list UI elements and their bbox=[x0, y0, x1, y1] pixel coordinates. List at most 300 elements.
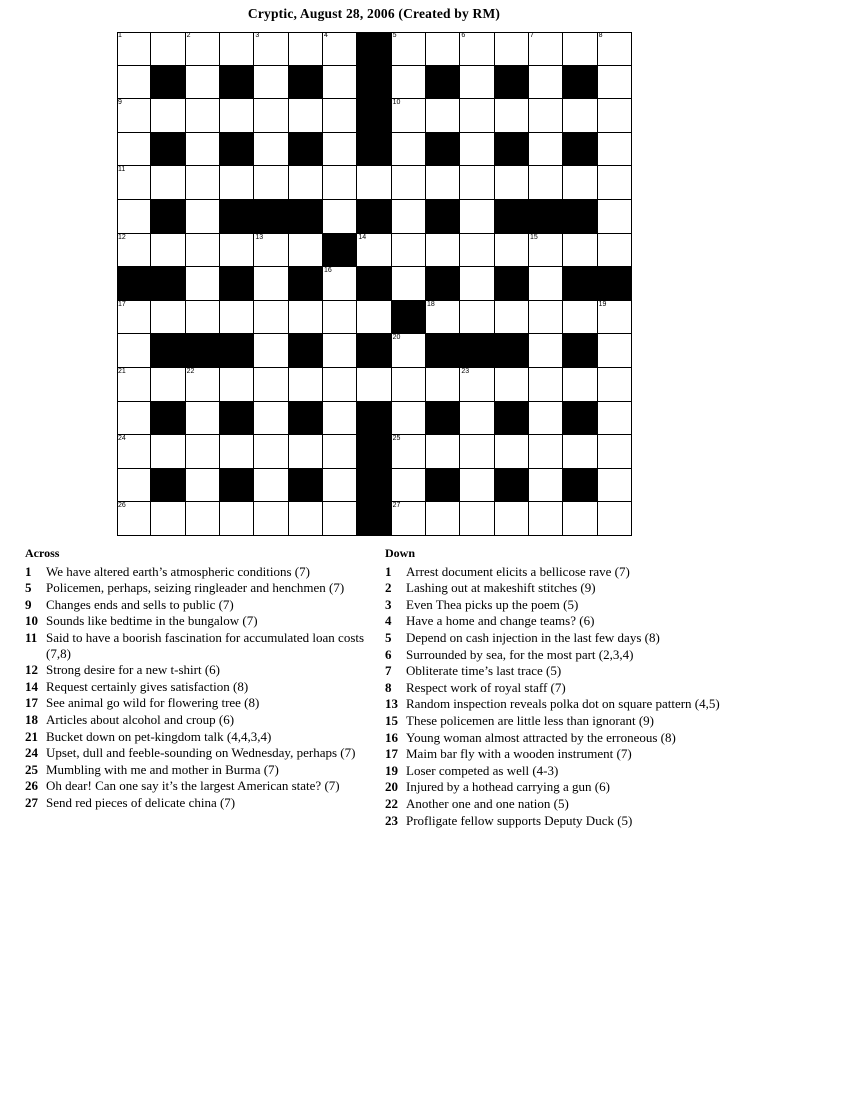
grid-cell[interactable] bbox=[392, 267, 426, 301]
down-heading: Down bbox=[385, 546, 416, 560]
grid-cell[interactable] bbox=[598, 32, 632, 66]
grid-cell[interactable] bbox=[323, 267, 357, 301]
grid-cell[interactable] bbox=[598, 334, 632, 368]
across-clue bbox=[25, 613, 370, 629]
across-heading: Across bbox=[25, 546, 60, 560]
clue-number: 6 bbox=[385, 646, 392, 662]
down-clue bbox=[385, 796, 735, 812]
across-clue bbox=[25, 679, 370, 695]
grid-cell[interactable] bbox=[220, 99, 254, 133]
grid-cell[interactable] bbox=[392, 435, 426, 469]
clue-text: We have altered earth’s atmospheric conditions (7) bbox=[46, 563, 310, 579]
clue-text: Surrounded by sea, for the most part (2,3,4) bbox=[406, 646, 634, 662]
grid-cell[interactable] bbox=[392, 99, 426, 133]
down-clue bbox=[385, 746, 735, 762]
across-clue bbox=[25, 712, 370, 728]
grid-cell[interactable] bbox=[186, 435, 220, 469]
grid-cell[interactable] bbox=[495, 99, 529, 133]
grid-cell[interactable] bbox=[289, 234, 323, 268]
grid-cell[interactable] bbox=[151, 234, 185, 268]
clue-text: Strong desire for a new t-shirt (6) bbox=[46, 662, 221, 678]
grid-cell[interactable] bbox=[117, 368, 151, 402]
grid-cell[interactable] bbox=[426, 435, 460, 469]
grid-block bbox=[220, 334, 254, 368]
grid-cell[interactable] bbox=[426, 368, 460, 402]
down-clue bbox=[385, 663, 735, 679]
grid-cell[interactable] bbox=[254, 133, 288, 167]
cell-number: 4 bbox=[324, 32, 328, 39]
cell-number: 12 bbox=[118, 233, 126, 241]
grid-cell[interactable] bbox=[289, 368, 323, 402]
clue-number: 8 bbox=[385, 679, 392, 695]
grid-cell[interactable] bbox=[117, 200, 151, 234]
grid-block bbox=[220, 133, 254, 167]
grid-cell[interactable] bbox=[220, 368, 254, 402]
grid-cell[interactable] bbox=[289, 502, 323, 536]
grid-cell[interactable] bbox=[117, 435, 151, 469]
clue-text: Oh dear! Can one say it’s the largest American state? (7) bbox=[46, 778, 340, 794]
grid-cell[interactable] bbox=[392, 200, 426, 234]
clue-text: See animal go wild for flowering tree (8) bbox=[46, 695, 260, 711]
grid-cell[interactable] bbox=[186, 402, 220, 436]
grid-block bbox=[151, 200, 185, 234]
clue-number: 17 bbox=[25, 695, 38, 711]
grid-cell[interactable] bbox=[529, 32, 563, 66]
grid-cell[interactable] bbox=[220, 435, 254, 469]
grid-cell[interactable] bbox=[460, 469, 494, 503]
grid-cell[interactable] bbox=[426, 301, 460, 335]
clue-number: 4 bbox=[385, 613, 392, 629]
grid-block bbox=[151, 267, 185, 301]
cell-number: 23 bbox=[461, 368, 470, 375]
grid-cell[interactable] bbox=[598, 402, 632, 436]
grid-cell[interactable] bbox=[220, 234, 254, 268]
cell-number: 5 bbox=[392, 32, 397, 39]
grid-block bbox=[357, 133, 391, 167]
grid-cell[interactable] bbox=[289, 301, 323, 335]
grid-cell[interactable] bbox=[289, 99, 323, 133]
grid-cell[interactable] bbox=[392, 469, 426, 503]
grid-cell[interactable] bbox=[289, 435, 323, 469]
grid-cell[interactable] bbox=[254, 267, 288, 301]
grid-cell[interactable] bbox=[186, 133, 220, 167]
across-clue bbox=[25, 795, 370, 811]
grid-cell[interactable] bbox=[529, 334, 563, 368]
grid-block bbox=[220, 402, 254, 436]
grid-cell[interactable] bbox=[117, 234, 151, 268]
grid-block bbox=[495, 200, 529, 234]
grid-cell[interactable] bbox=[598, 166, 632, 200]
clue-number: 1 bbox=[385, 563, 392, 579]
grid-cell[interactable] bbox=[220, 166, 254, 200]
clue-text: Profligate fellow supports Deputy Duck (5) bbox=[406, 812, 633, 828]
grid-cell[interactable] bbox=[151, 301, 185, 335]
grid-cell[interactable] bbox=[460, 66, 494, 100]
grid-cell[interactable] bbox=[460, 32, 494, 66]
grid-cell[interactable] bbox=[495, 435, 529, 469]
grid-cell[interactable] bbox=[323, 32, 357, 66]
clue-text: These policemen are little less than ignorant (9) bbox=[406, 712, 654, 728]
grid-block bbox=[426, 66, 460, 100]
grid-cell[interactable] bbox=[495, 166, 529, 200]
grid-cell[interactable] bbox=[563, 368, 597, 402]
clue-text: Young woman almost attracted by the erroneous (8) bbox=[406, 729, 676, 745]
grid-block bbox=[357, 502, 391, 536]
grid-block bbox=[357, 402, 391, 436]
grid-cell[interactable] bbox=[323, 301, 357, 335]
grid-cell[interactable] bbox=[323, 402, 357, 436]
grid-block bbox=[323, 234, 357, 268]
grid-cell[interactable] bbox=[529, 66, 563, 100]
grid-cell[interactable] bbox=[529, 133, 563, 167]
cell-number: 26 bbox=[118, 502, 126, 510]
grid-cell[interactable] bbox=[186, 469, 220, 503]
grid-cell[interactable] bbox=[323, 435, 357, 469]
grid-cell[interactable] bbox=[254, 368, 288, 402]
grid-block bbox=[289, 469, 323, 503]
grid-cell[interactable] bbox=[392, 133, 426, 167]
clue-text: Obliterate time’s last trace (5) bbox=[406, 663, 562, 679]
grid-block bbox=[426, 402, 460, 436]
across-clues bbox=[25, 546, 370, 812]
page-title: Cryptic, August 28, 2006 (Created by RM) bbox=[247, 6, 501, 21]
grid-cell[interactable] bbox=[117, 32, 151, 66]
clue-text: Bucket down on pet-kingdom talk (4,4,3,4) bbox=[46, 728, 272, 744]
grid-cell[interactable] bbox=[254, 99, 288, 133]
grid-cell[interactable] bbox=[254, 166, 288, 200]
clue-number: 24 bbox=[25, 745, 38, 761]
across-clue bbox=[25, 778, 370, 794]
clue-text: Sounds like bedtime in the bungalow (7) bbox=[46, 613, 258, 629]
grid-block bbox=[357, 469, 391, 503]
grid-cell[interactable] bbox=[151, 99, 185, 133]
grid-cell[interactable] bbox=[117, 166, 151, 200]
grid-cell[interactable] bbox=[529, 502, 563, 536]
clue-text: Random inspection reveals polka dot on square pattern (4,5) bbox=[406, 696, 720, 712]
grid-block bbox=[151, 469, 185, 503]
grid-cell[interactable] bbox=[323, 368, 357, 402]
grid-block bbox=[220, 469, 254, 503]
grid-cell[interactable] bbox=[220, 301, 254, 335]
cell-number: 10 bbox=[392, 99, 401, 107]
grid-block bbox=[495, 402, 529, 436]
grid-cell[interactable] bbox=[323, 166, 357, 200]
grid-cell[interactable] bbox=[392, 32, 426, 66]
grid-cell[interactable] bbox=[117, 133, 151, 167]
grid-cell[interactable] bbox=[529, 234, 563, 268]
grid-cell[interactable] bbox=[392, 334, 426, 368]
grid-cell[interactable] bbox=[357, 368, 391, 402]
down-clue bbox=[385, 613, 735, 629]
grid-cell[interactable] bbox=[186, 234, 220, 268]
grid-cell[interactable] bbox=[151, 368, 185, 402]
grid-block bbox=[186, 334, 220, 368]
grid-block bbox=[220, 200, 254, 234]
grid-cell[interactable] bbox=[598, 99, 632, 133]
down-clue bbox=[385, 630, 735, 646]
clue-number: 5 bbox=[25, 580, 32, 596]
grid-cell[interactable] bbox=[598, 66, 632, 100]
grid-cell[interactable] bbox=[460, 234, 494, 268]
grid-block bbox=[495, 133, 529, 167]
grid-block bbox=[357, 267, 391, 301]
grid-cell[interactable] bbox=[529, 402, 563, 436]
grid-cell[interactable] bbox=[117, 469, 151, 503]
grid-block bbox=[357, 99, 391, 133]
grid-cell[interactable] bbox=[357, 234, 391, 268]
grid-block bbox=[495, 334, 529, 368]
grid-block bbox=[563, 133, 597, 167]
grid-cell[interactable] bbox=[598, 502, 632, 536]
grid-cell[interactable] bbox=[460, 502, 494, 536]
grid-cell[interactable] bbox=[151, 166, 185, 200]
clue-text: Send red pieces of delicate china (7) bbox=[46, 794, 236, 810]
grid-cell[interactable] bbox=[563, 166, 597, 200]
grid-cell[interactable] bbox=[151, 435, 185, 469]
grid-cell[interactable] bbox=[323, 200, 357, 234]
clue-text: Said to have a boorish fascination for accumulated loan costs (7,8) bbox=[46, 629, 365, 661]
clue-number: 26 bbox=[25, 778, 38, 794]
grid-cell[interactable] bbox=[323, 133, 357, 167]
cell-number: 22 bbox=[186, 368, 195, 375]
grid-cell[interactable] bbox=[117, 301, 151, 335]
grid-cell[interactable] bbox=[186, 99, 220, 133]
across-clue bbox=[25, 762, 370, 778]
grid-block bbox=[289, 402, 323, 436]
clue-text: Mumbling with me and mother in Burma (7) bbox=[46, 761, 279, 777]
grid-block bbox=[289, 66, 323, 100]
grid-cell[interactable] bbox=[460, 99, 494, 133]
clue-text: Articles about alcohol and croup (6) bbox=[46, 711, 235, 727]
grid-cell[interactable] bbox=[254, 469, 288, 503]
grid-cell[interactable] bbox=[323, 99, 357, 133]
grid-cell[interactable] bbox=[392, 502, 426, 536]
grid-block bbox=[426, 267, 460, 301]
grid-block bbox=[151, 402, 185, 436]
grid-block bbox=[289, 133, 323, 167]
grid-cell[interactable] bbox=[529, 166, 563, 200]
grid-block bbox=[392, 301, 426, 335]
clue-text: Even Thea picks up the poem (5) bbox=[406, 596, 579, 612]
grid-cell[interactable] bbox=[563, 32, 597, 66]
grid-cell[interactable] bbox=[563, 435, 597, 469]
grid-cell[interactable] bbox=[323, 502, 357, 536]
grid-cell[interactable] bbox=[495, 32, 529, 66]
grid-cell[interactable] bbox=[460, 133, 494, 167]
grid-block bbox=[563, 66, 597, 100]
grid-cell[interactable] bbox=[254, 66, 288, 100]
down-clue bbox=[385, 647, 735, 663]
grid-cell[interactable] bbox=[495, 368, 529, 402]
grid-cell[interactable] bbox=[186, 368, 220, 402]
down-clue bbox=[385, 564, 735, 580]
grid-cell[interactable] bbox=[151, 32, 185, 66]
grid-cell[interactable] bbox=[563, 99, 597, 133]
grid-cell[interactable] bbox=[117, 66, 151, 100]
cell-number: 18 bbox=[427, 300, 435, 308]
grid-block bbox=[563, 334, 597, 368]
grid-block bbox=[426, 334, 460, 368]
grid-cell[interactable] bbox=[117, 334, 151, 368]
clue-number: 9 bbox=[25, 596, 32, 612]
grid-cell[interactable] bbox=[598, 133, 632, 167]
grid-cell[interactable] bbox=[186, 267, 220, 301]
grid-cell[interactable] bbox=[392, 234, 426, 268]
clue-number: 23 bbox=[385, 812, 398, 828]
grid-block bbox=[151, 334, 185, 368]
grid-cell[interactable] bbox=[289, 166, 323, 200]
clue-text: Depend on cash injection in the last few days (8) bbox=[406, 629, 660, 645]
grid-cell[interactable] bbox=[186, 200, 220, 234]
grid-block bbox=[357, 200, 391, 234]
clue-number: 17 bbox=[385, 746, 398, 762]
grid-cell[interactable] bbox=[598, 301, 632, 335]
cell-number: 20 bbox=[392, 334, 401, 342]
cell-number: 11 bbox=[118, 166, 126, 174]
grid-cell[interactable] bbox=[357, 166, 391, 200]
grid-cell[interactable] bbox=[151, 502, 185, 536]
grid-cell[interactable] bbox=[220, 32, 254, 66]
grid-cell[interactable] bbox=[323, 66, 357, 100]
across-clue bbox=[25, 729, 370, 745]
cell-number: 24 bbox=[118, 435, 126, 443]
grid-block bbox=[495, 66, 529, 100]
grid-cell[interactable] bbox=[289, 32, 323, 66]
across-clue bbox=[25, 564, 370, 580]
cell-number: 1 bbox=[118, 32, 122, 39]
grid-cell[interactable] bbox=[598, 469, 632, 503]
grid-block bbox=[598, 267, 632, 301]
grid-cell[interactable] bbox=[529, 368, 563, 402]
grid-cell[interactable] bbox=[495, 301, 529, 335]
grid-cell[interactable] bbox=[186, 166, 220, 200]
grid-cell[interactable] bbox=[254, 435, 288, 469]
down-clue bbox=[385, 730, 735, 746]
cell-number: 6 bbox=[461, 32, 466, 39]
grid-cell[interactable] bbox=[426, 32, 460, 66]
grid-cell[interactable] bbox=[186, 66, 220, 100]
grid-block bbox=[529, 200, 563, 234]
clue-number: 1 bbox=[25, 563, 32, 579]
grid-cell[interactable] bbox=[186, 32, 220, 66]
crossword-grid bbox=[117, 32, 632, 536]
grid-cell[interactable] bbox=[254, 301, 288, 335]
grid-cell[interactable] bbox=[460, 200, 494, 234]
cell-number: 2 bbox=[186, 32, 191, 39]
clue-text: Policemen, perhaps, seizing ringleader and henchmen (7) bbox=[46, 580, 345, 596]
grid-cell[interactable] bbox=[460, 301, 494, 335]
cell-number: 3 bbox=[255, 32, 260, 39]
grid-cell[interactable] bbox=[563, 502, 597, 536]
down-clue bbox=[385, 680, 735, 696]
clue-number: 7 bbox=[385, 663, 392, 679]
grid-cell[interactable] bbox=[460, 402, 494, 436]
grid-cell[interactable] bbox=[323, 469, 357, 503]
grid-cell[interactable] bbox=[529, 99, 563, 133]
clue-text: Maim bar fly with a wooden instrument (7) bbox=[406, 746, 632, 762]
grid-cell[interactable] bbox=[357, 301, 391, 335]
grid-block bbox=[426, 200, 460, 234]
grid-cell[interactable] bbox=[495, 502, 529, 536]
grid-block bbox=[289, 267, 323, 301]
across-clue bbox=[25, 580, 370, 596]
grid-cell[interactable] bbox=[529, 469, 563, 503]
clue-text: Another one and one nation (5) bbox=[406, 795, 569, 811]
grid-cell[interactable] bbox=[117, 402, 151, 436]
grid-cell[interactable] bbox=[529, 301, 563, 335]
grid-cell[interactable] bbox=[186, 301, 220, 335]
grid-cell[interactable] bbox=[426, 166, 460, 200]
grid-cell[interactable] bbox=[460, 435, 494, 469]
grid-cell[interactable] bbox=[220, 502, 254, 536]
clue-number: 19 bbox=[385, 762, 398, 778]
grid-cell[interactable] bbox=[254, 234, 288, 268]
clue-number: 3 bbox=[385, 596, 392, 612]
grid-cell[interactable] bbox=[392, 66, 426, 100]
grid-cell[interactable] bbox=[529, 267, 563, 301]
grid-cell[interactable] bbox=[563, 234, 597, 268]
grid-cell[interactable] bbox=[426, 234, 460, 268]
across-clue-list bbox=[25, 564, 370, 811]
grid-cell[interactable] bbox=[495, 234, 529, 268]
clue-number: 20 bbox=[385, 779, 398, 795]
grid-cell[interactable] bbox=[254, 334, 288, 368]
grid-cell[interactable] bbox=[426, 99, 460, 133]
grid-cell[interactable] bbox=[563, 301, 597, 335]
grid-cell[interactable] bbox=[254, 502, 288, 536]
down-clues bbox=[385, 546, 735, 829]
clue-text: Injured by a hothead carrying a gun (6) bbox=[406, 779, 610, 795]
grid-cell[interactable] bbox=[117, 99, 151, 133]
cell-number: 27 bbox=[392, 502, 401, 510]
down-clue bbox=[385, 779, 735, 795]
grid-cell[interactable] bbox=[254, 32, 288, 66]
clue-text: Arrest document elicits a bellicose rave (7) bbox=[406, 563, 630, 579]
grid-cell[interactable] bbox=[392, 166, 426, 200]
grid-cell[interactable] bbox=[392, 402, 426, 436]
grid-cell[interactable] bbox=[598, 200, 632, 234]
clue-text: Request certainly gives satisfaction (8) bbox=[46, 678, 249, 694]
grid-cell[interactable] bbox=[529, 435, 563, 469]
grid-cell[interactable] bbox=[460, 166, 494, 200]
grid-block bbox=[151, 133, 185, 167]
clue-text: Have a home and change teams? (6) bbox=[406, 613, 595, 629]
grid-cell[interactable] bbox=[598, 234, 632, 268]
grid-block bbox=[563, 469, 597, 503]
grid-cell[interactable] bbox=[426, 502, 460, 536]
grid-block bbox=[357, 435, 391, 469]
grid-block bbox=[495, 469, 529, 503]
grid-cell[interactable] bbox=[460, 267, 494, 301]
grid-cell[interactable] bbox=[186, 502, 220, 536]
grid-cell[interactable] bbox=[117, 502, 151, 536]
grid-block bbox=[151, 66, 185, 100]
grid-cell[interactable] bbox=[598, 368, 632, 402]
grid-cell[interactable] bbox=[460, 368, 494, 402]
cell-number: 14 bbox=[358, 233, 367, 241]
grid-cell[interactable] bbox=[323, 334, 357, 368]
grid-cell[interactable] bbox=[392, 368, 426, 402]
down-clue bbox=[385, 813, 735, 829]
cell-number: 16 bbox=[324, 267, 332, 275]
grid-cell[interactable] bbox=[254, 402, 288, 436]
cell-number: 13 bbox=[255, 233, 264, 241]
grid-block bbox=[426, 133, 460, 167]
down-clue bbox=[385, 580, 735, 596]
grid-cell[interactable] bbox=[598, 435, 632, 469]
cell-number: 19 bbox=[598, 300, 607, 308]
cell-number: 9 bbox=[118, 99, 122, 107]
